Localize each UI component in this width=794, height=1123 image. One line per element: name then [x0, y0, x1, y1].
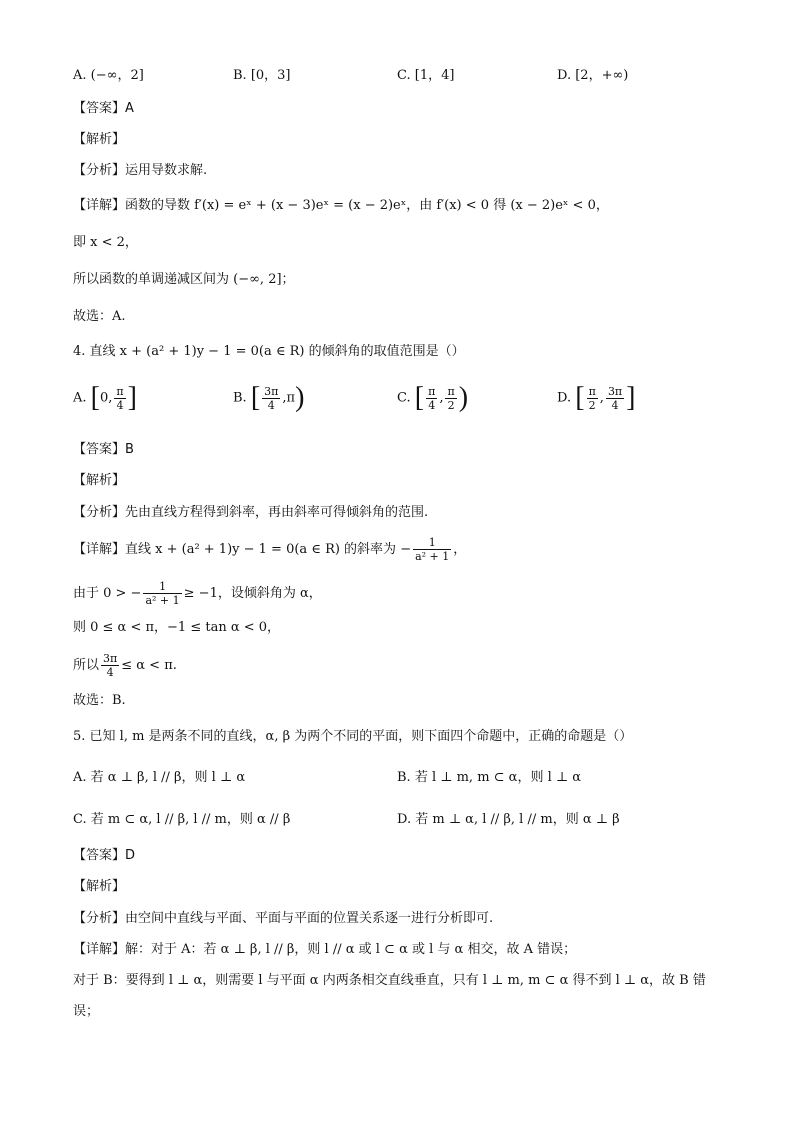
q3-choose: 故选：A.: [73, 309, 126, 324]
q5-xiangjie: 【详解】解：对于 A：若 α ⊥ β, l // β，则 l // α 或 l ⊂ α 或 l 与 α 相交，故 A 错误；: [73, 942, 577, 957]
q5-option-d: D. 若 m ⊥ α, l // β, l // m，则 α ⊥ β: [397, 812, 620, 827]
q4-option-c: C. [ $\frac{\pi}{4}$ , $\frac{\pi}{2}$ ): [397, 382, 469, 413]
q4-choose: 故选：B.: [73, 693, 126, 708]
q3-option-b: B. [0，3]: [233, 68, 291, 83]
q4-answer: 【答案】B: [73, 442, 134, 457]
q3-analysis-heading: 【解析】: [73, 132, 126, 147]
q3-step1: 即 x < 2，: [73, 235, 138, 250]
q4-fenxi: 【分析】先由直线方程得到斜率，再由斜率可得倾斜角的范围.: [73, 505, 429, 520]
q5-stem: 5. 已知 l, m 是两条不同的直线，α, β 为两个不同的平面，则下面四个命题中，正确的命题是（）: [73, 729, 633, 744]
q3-option-a: A. (−∞，2]: [73, 68, 144, 83]
q5-option-a: A. 若 α ⊥ β, l // β，则 l ⊥ α: [73, 770, 246, 785]
q3-option-c: C. [1，4]: [397, 68, 455, 83]
q4-option-b: B. [ $\frac{3\pi}{4}$ ,π): [233, 382, 305, 413]
q5-analysis-heading: 【解析】: [73, 879, 126, 894]
q3-xiangjie: 【详解】函数的导数 f′(x) = eˣ + (x − 3)eˣ = (x − 2)eˣ，由 f′(x) < 0 得 (x − 2)eˣ < 0，: [73, 198, 609, 213]
q5-b-line1: 对于 B：要得到 l ⊥ α，则需要 l 与平面 α 内两条相交直线垂直，只有 l ⊥ m, m ⊂ α 得不到 l ⊥ α，故 B 错: [73, 973, 706, 988]
q5-option-b: B. 若 l ⊥ m, m ⊂ α，则 l ⊥ α: [397, 770, 582, 785]
q4-step3: 所以 $\frac{3\pi}{4}$ ≤ α < π.: [73, 652, 177, 679]
q4-step2: 则 0 ≤ α < π，−1 ≤ tan α < 0，: [73, 620, 281, 635]
q4-option-d: D. [ $\frac{\pi}{2}$ , $\frac{3\pi}{4}$ ]: [557, 382, 636, 413]
q3-step2: 所以函数的单调递减区间为 (−∞, 2]；: [73, 272, 295, 287]
q4-option-a: A. [0, $\frac{\pi}{4}$ ]: [73, 382, 137, 413]
q5-answer: 【答案】D: [73, 848, 136, 863]
q4-step1: 由于 0 > − $\frac{1}{\text{a² + 1}}$ ≥ −1，设倾斜角为 α，: [73, 580, 322, 607]
q3-answer: 【答案】A: [73, 101, 134, 116]
q3-option-d: D. [2，+∞): [557, 68, 629, 83]
q3-fenxi: 【分析】运用导数求解.: [73, 163, 208, 178]
q5-b-line2: 误；: [73, 1004, 100, 1019]
q5-fenxi: 【分析】由空间中直线与平面、平面与平面的位置关系逐一进行分析即可.: [73, 911, 494, 926]
q4-stem: 4. 直线 x + (a² + 1)y − 1 = 0(a ∈ R) 的倾斜角的取值范围是（）: [73, 344, 465, 359]
q5-option-c: C. 若 m ⊂ α, l // β, l // m，则 α // β: [73, 812, 291, 827]
q4-analysis-heading: 【解析】: [73, 473, 126, 488]
q4-xiangjie: 【详解】直线 x + (a² + 1)y − 1 = 0(a ∈ R) 的斜率为 − $\frac{1}{\text{a² + 1}}$ ，: [73, 536, 467, 563]
